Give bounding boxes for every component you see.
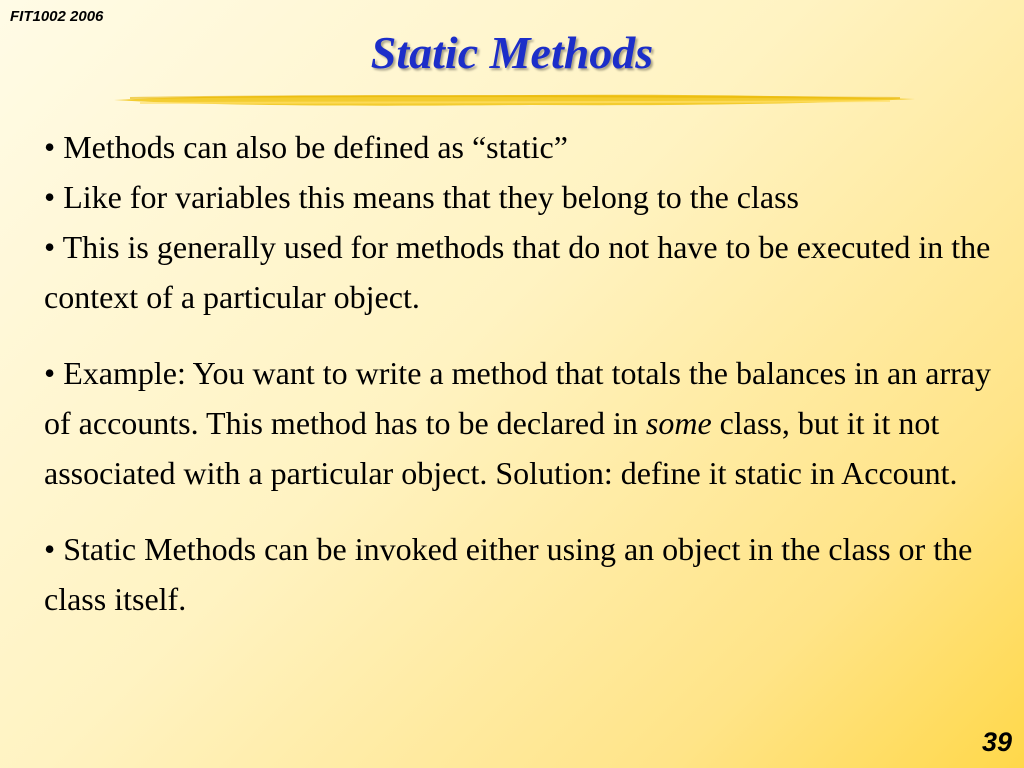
title-underline-brushstroke bbox=[110, 86, 920, 114]
bullet-item: • Like for variables this means that they belong to the class bbox=[44, 179, 799, 215]
bullet-item: • Static Methods can be invoked either using an object in the class or the class itself. bbox=[44, 531, 973, 617]
bullet-item: • Methods can also be defined as “static” bbox=[44, 129, 568, 165]
bullet-emphasis: some bbox=[645, 405, 712, 441]
bullet-item: • This is generally used for methods that do not have to be executed in the context of a particular object. bbox=[44, 229, 991, 315]
slide-number: 39 bbox=[981, 727, 1012, 757]
slide-body bbox=[44, 122, 994, 624]
bullet-text-part: class, but it it not associated with a particular object. Solution: define it static in Account. bbox=[44, 405, 958, 491]
slide-title: Static Methods bbox=[370, 27, 654, 78]
bullet-item bbox=[44, 348, 994, 498]
bullet-text-part: • Example: You want to write a method that totals the balances in an array of accounts. This method has to be declared in bbox=[44, 355, 991, 441]
slide-corner-label: FIT1002 2006 bbox=[10, 8, 104, 25]
